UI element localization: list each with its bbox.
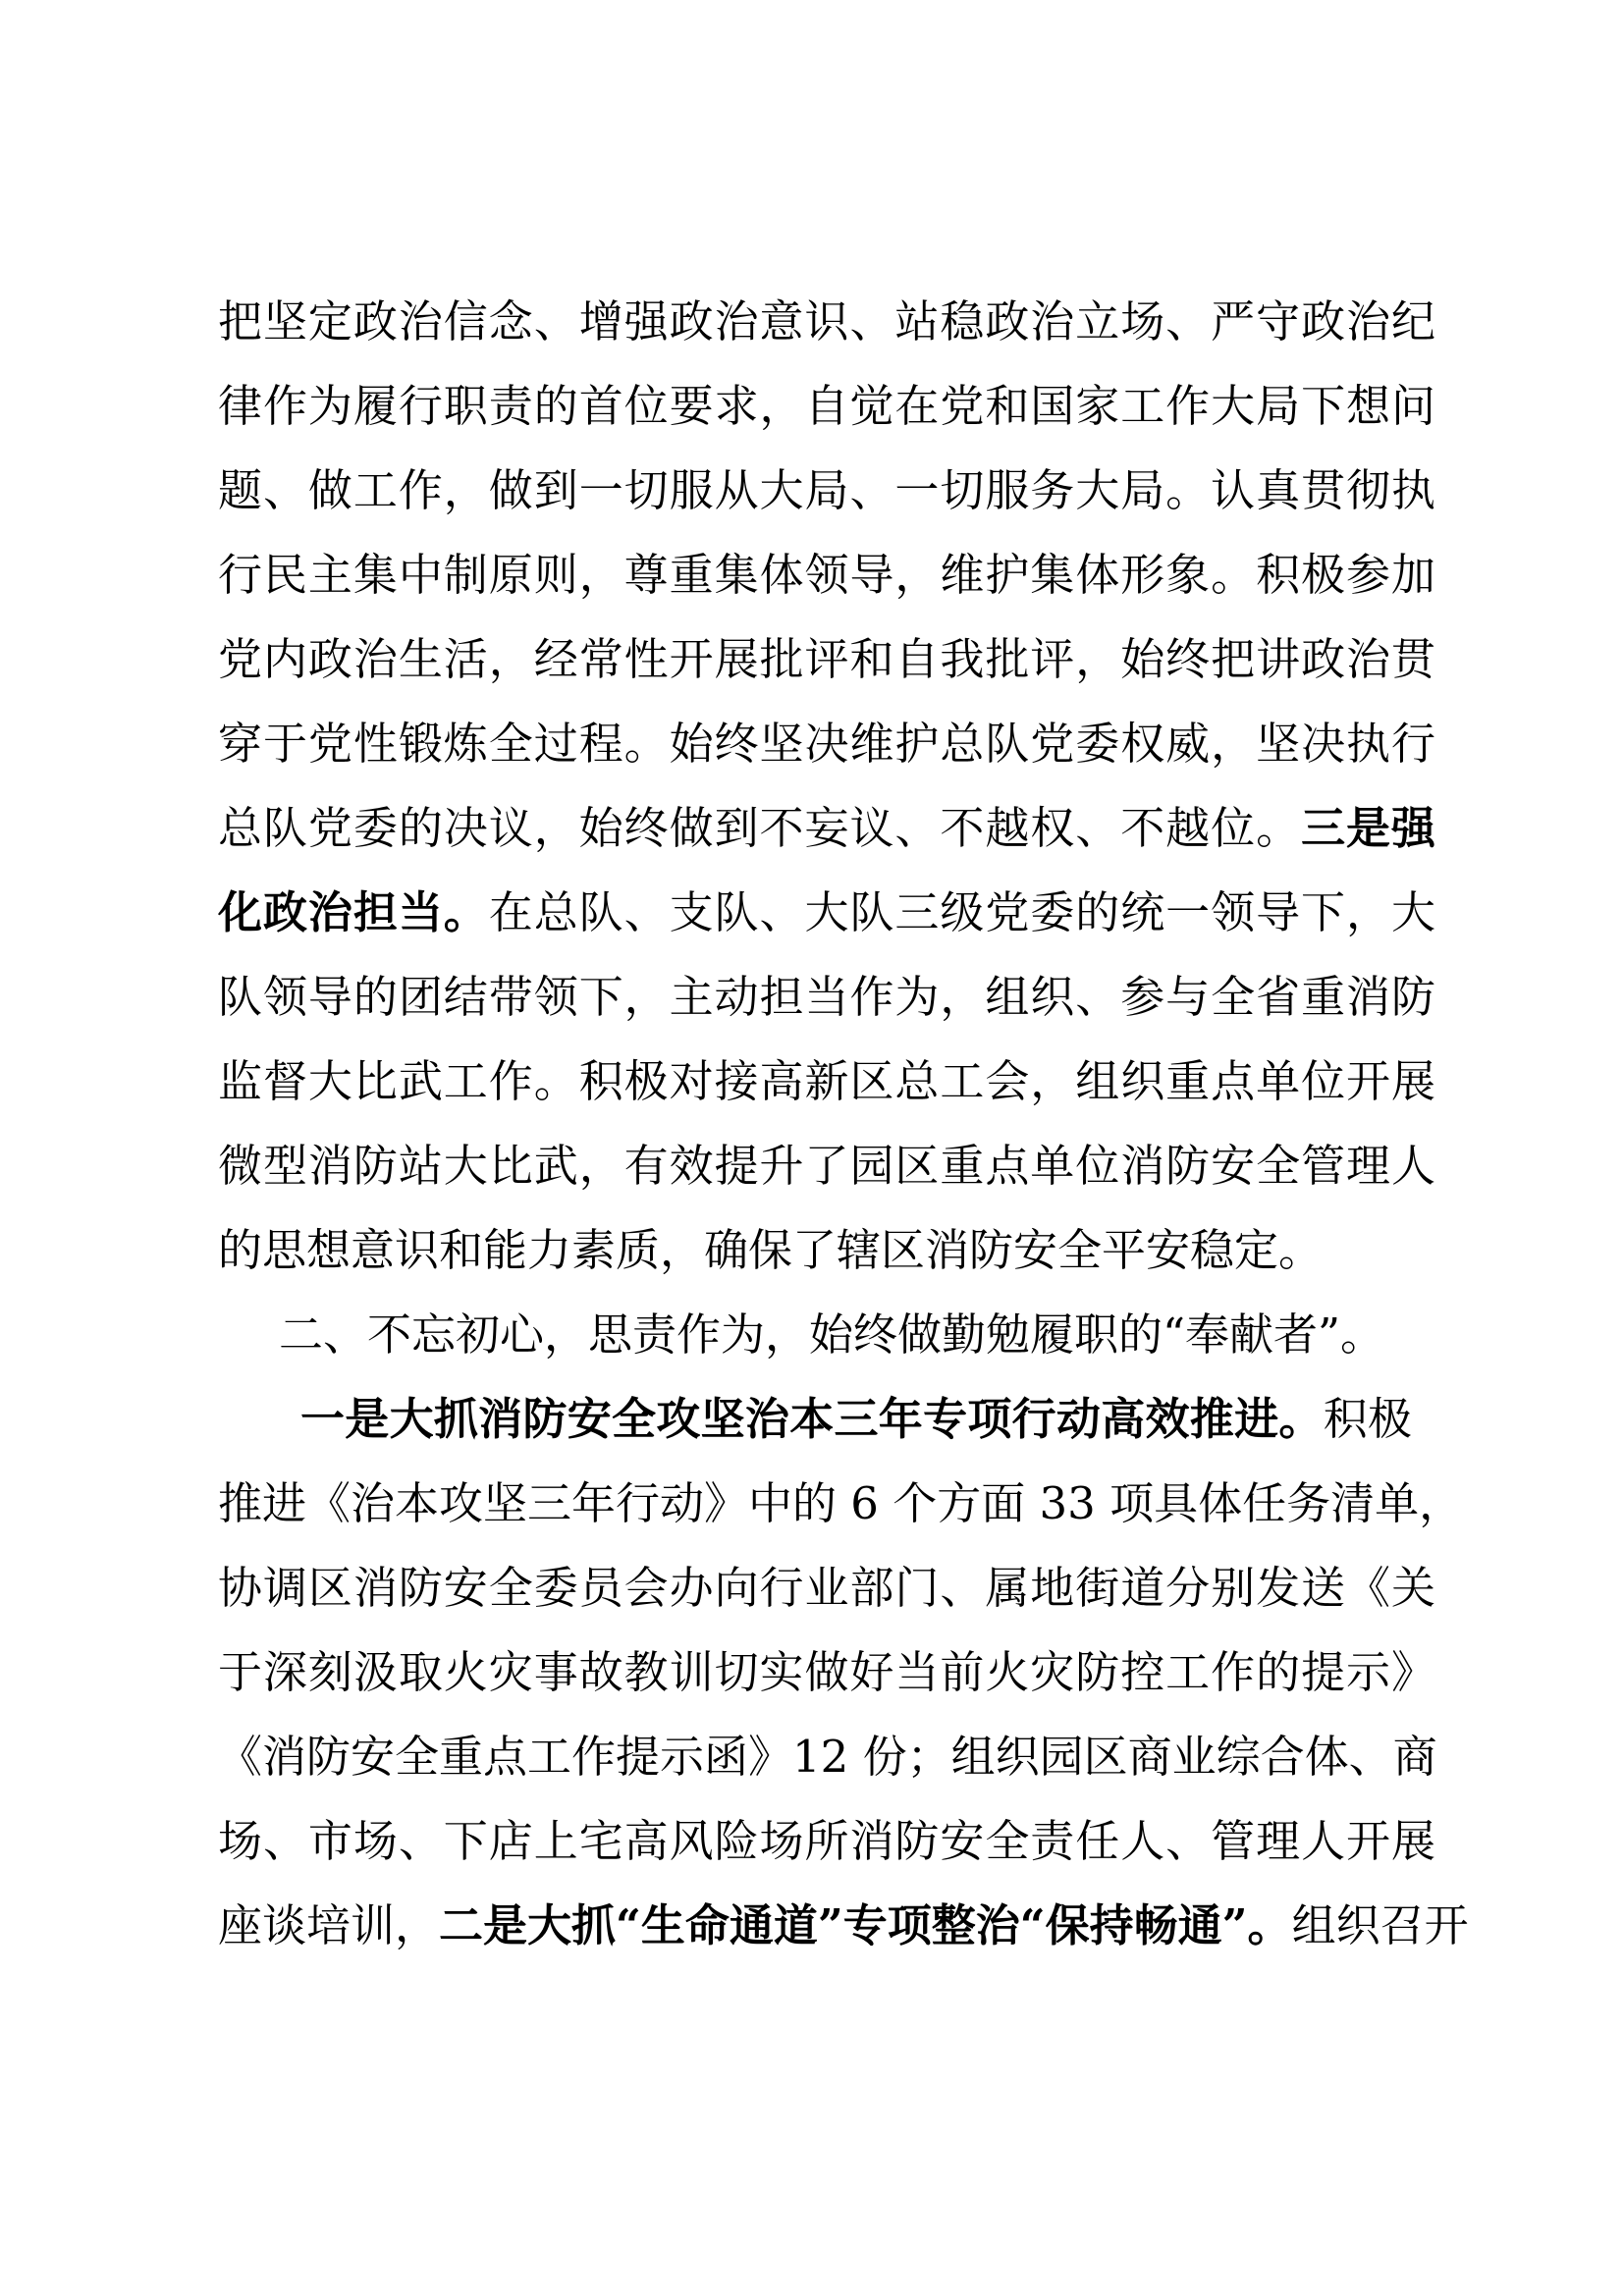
bold-heading-segment: 化政治担当。 (218, 886, 489, 938)
text-line (218, 293, 1435, 351)
text-segment: 的思想意识和能力素质，确保了辖区消防安全平安稳定。 (218, 1224, 1324, 1276)
text-line (218, 1137, 1435, 1196)
text-line (218, 1474, 1464, 1533)
text-segment: 组织召开 (1291, 1899, 1469, 1951)
text-segment: 把坚定政治信念、增强政治意识、站稳政治立场、严守政治纪 (218, 295, 1435, 347)
text-line (218, 630, 1435, 689)
text-segment: 二、不忘初心，思责作为，始终做勤勉履职的“奉献者”。 (279, 1308, 1385, 1361)
text-segment: 党内政治生活，经常性开展批评和自我批评，始终把讲政治贯 (218, 633, 1435, 685)
text-line (218, 1643, 1435, 1702)
text-segment: 积极 (1323, 1393, 1412, 1445)
text-line (218, 461, 1435, 520)
text-line (218, 377, 1435, 436)
text-line (218, 968, 1435, 1027)
text-segment: 监督大比武工作。积极对接高新区总工会，组织重点单位开展 (218, 1055, 1435, 1107)
text-segment: 微型消防站大比武，有效提升了园区重点单位消防安全管理人 (218, 1140, 1435, 1192)
text-segment: 座谈培训， (218, 1899, 440, 1951)
text-segment: 总队党委的决议，始终做到不妄议、不越权、不越位。 (218, 802, 1302, 854)
text-line (218, 1812, 1435, 1871)
text-line (218, 1896, 1469, 1955)
text-segment: 在总队、支队、大队三级党委的统一领导下，大 (488, 886, 1435, 938)
text-line (300, 1390, 1412, 1449)
text-segment: 于深刻汲取火灾事故教训切实做好当前火灾防控工作的提示》 (218, 1646, 1435, 1698)
text-line (218, 715, 1435, 774)
text-line (218, 1052, 1435, 1111)
text-segment: 推进《治本攻坚三年行动》中的 6 个方面 33 项具体任务清单， (218, 1477, 1464, 1529)
text-segment: 队领导的团结带领下，主动担当作为，组织、参与全省重消防 (218, 971, 1435, 1023)
text-segment: 律作为履行职责的首位要求，自觉在党和国家工作大局下想问 (218, 380, 1435, 432)
text-segment: 《消防安全重点工作提示函》12 份；组织园区商业综合体、商 (218, 1731, 1437, 1783)
text-segment: 协调区消防安全委员会办向行业部门、属地街道分别发送《关 (218, 1562, 1435, 1614)
text-line (218, 1728, 1435, 1787)
section-heading (279, 1306, 1435, 1364)
text-line (218, 1559, 1435, 1618)
bold-heading-segment: 一是大抓消防安全攻坚治本三年专项行动高效推进。 (300, 1393, 1324, 1445)
text-segment: 场、市场、下店上宅高风险场所消防安全责任人、管理人开展 (218, 1815, 1435, 1867)
text-segment: 行民主集中制原则，尊重集体领导，维护集体形象。积极参加 (218, 549, 1435, 601)
bold-heading-segment: 三是强 (1301, 802, 1435, 854)
text-line (218, 883, 1435, 942)
text-line (218, 799, 1435, 858)
text-segment: 题、做工作，做到一切服从大局、一切服务大局。认真贯彻执 (218, 464, 1435, 516)
text-line (218, 546, 1435, 605)
text-line (218, 1221, 1435, 1280)
text-segment: 穿于党性锻炼全过程。始终坚决维护总队党委权威，坚决执行 (218, 718, 1435, 770)
bold-heading-segment: 二是大抓“生命通道”专项整治“保持畅通”。 (439, 1899, 1292, 1951)
